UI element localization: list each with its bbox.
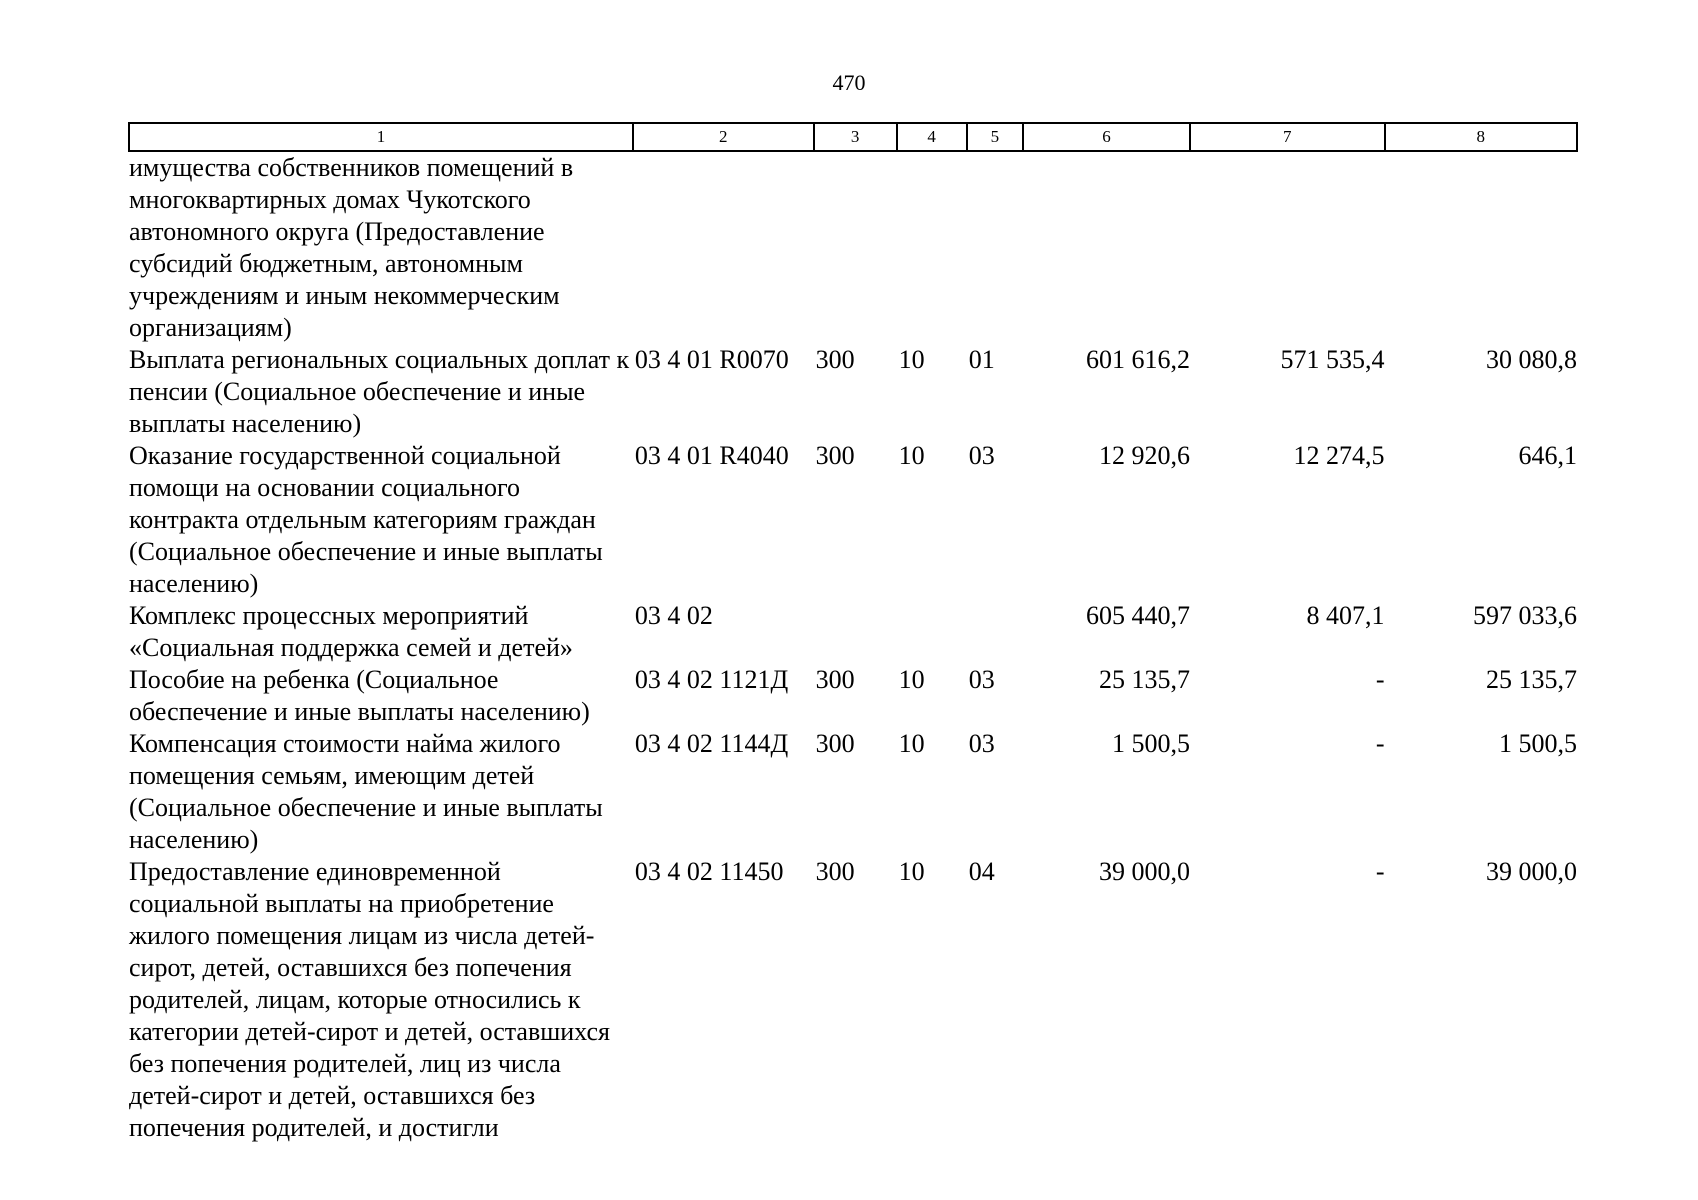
- column-number-1: 1: [129, 123, 633, 151]
- row-target-code: 03 4 01 R4040: [634, 441, 789, 470]
- column-number-7: 7: [1190, 123, 1385, 151]
- row-amount-col8: 597 033,6: [1473, 601, 1577, 630]
- row-amount-col7: 571 535,4: [1280, 345, 1385, 374]
- row-section: [897, 600, 967, 664]
- table-row: [129, 344, 1577, 440]
- row-amount-col7: 8 407,1: [1306, 601, 1385, 630]
- row-target-code: [633, 151, 814, 344]
- budget-table: [128, 122, 1578, 1144]
- row-section: 10: [898, 857, 925, 886]
- row-name: Пособие на ребенка (Социальное обеспечение и иные выплаты населению): [129, 665, 590, 726]
- row-name: Предоставление единовременной социальной выплаты на приобретение жилого помещения лицам из числа детей-сирот, детей, оставшихся без попечения родителей, лицам, которые относились к категории детей-сирот и детей, оставшихся без попечения родителей, лиц из числа детей-сирот и детей, оставшихся без попечения родителей, и достигли: [129, 857, 610, 1142]
- row-expense-type: [814, 600, 897, 664]
- row-target-code: 03 4 02 11450: [634, 857, 784, 886]
- row-amount-col8: [1385, 151, 1577, 344]
- table-row: [129, 856, 1577, 1144]
- row-section: 10: [898, 345, 925, 374]
- table-row: [129, 151, 1577, 344]
- row-total-amount: 12 920,6: [1098, 441, 1190, 470]
- row-expense-type: 300: [815, 729, 855, 758]
- row-amount-col8: 39 000,0: [1486, 857, 1577, 886]
- row-name: Комплекс процессных мероприятий «Социальная поддержка семей и детей»: [129, 601, 573, 662]
- row-expense-type: 300: [815, 857, 855, 886]
- row-total-amount: 25 135,7: [1098, 665, 1190, 694]
- row-target-code: 03 4 02: [634, 601, 713, 630]
- row-amount-col8: 1 500,5: [1499, 729, 1577, 758]
- column-number-3: 3: [814, 123, 897, 151]
- row-name: Компенсация стоимости найма жилого помещения семьям, имеющим детей (Социальное обеспечение и иные выплаты населению): [129, 729, 603, 854]
- row-name: имущества собственников помещений в многоквартирных домах Чукотского автономного округа (Предоставление субсидий бюджетным, автономным учреждениям и иным некоммерческим организациям): [129, 153, 574, 342]
- row-amount-col7: 12 274,5: [1293, 441, 1385, 470]
- row-amount-col7: [1190, 151, 1385, 344]
- column-number-6: 6: [1023, 123, 1190, 151]
- row-amount-col7: -: [1375, 729, 1385, 758]
- row-subsection: 03: [968, 665, 995, 694]
- row-section: 10: [898, 729, 925, 758]
- table-row: [129, 440, 1577, 600]
- table-row: [129, 600, 1577, 664]
- row-section: [897, 151, 967, 344]
- row-total-amount: [1023, 151, 1190, 344]
- column-number-2: 2: [633, 123, 814, 151]
- row-subsection: [967, 151, 1023, 344]
- row-subsection: 04: [968, 857, 995, 886]
- row-amount-col8: 25 135,7: [1486, 665, 1577, 694]
- page-number: 470: [832, 70, 866, 95]
- row-amount-col7: -: [1375, 857, 1385, 886]
- row-total-amount: 1 500,5: [1111, 729, 1190, 758]
- row-amount-col8: 646,1: [1518, 441, 1577, 470]
- row-target-code: 03 4 02 1121Д: [634, 665, 789, 694]
- row-target-code: 03 4 01 R0070: [634, 345, 789, 374]
- row-subsection: 03: [968, 441, 995, 470]
- row-subsection: 03: [968, 729, 995, 758]
- row-amount-col7: -: [1375, 665, 1385, 694]
- row-expense-type: 300: [815, 665, 855, 694]
- column-number-4: 4: [897, 123, 967, 151]
- row-target-code: 03 4 02 1144Д: [634, 729, 789, 758]
- row-total-amount: 605 440,7: [1085, 601, 1190, 630]
- row-expense-type: [814, 151, 897, 344]
- table-row: [129, 664, 1577, 728]
- column-number-header-row: [129, 123, 1577, 151]
- row-section: 10: [898, 665, 925, 694]
- row-name: Оказание государственной социальной помощи на основании социального контракта отдельным категориям граждан (Социальное обеспечение и иные выплаты населению): [129, 441, 603, 598]
- column-number-5: 5: [967, 123, 1023, 151]
- row-expense-type: 300: [815, 441, 855, 470]
- row-total-amount: 601 616,2: [1085, 345, 1190, 374]
- row-expense-type: 300: [815, 345, 855, 374]
- column-number-8: 8: [1385, 123, 1577, 151]
- row-section: 10: [898, 441, 925, 470]
- row-subsection: [967, 600, 1023, 664]
- row-amount-col8: 30 080,8: [1486, 345, 1577, 374]
- row-total-amount: 39 000,0: [1098, 857, 1190, 886]
- row-subsection: 01: [968, 345, 995, 374]
- table-row: [129, 728, 1577, 856]
- row-name: Выплата региональных социальных доплат к пенсии (Социальное обеспечение и иные выплаты населению): [129, 345, 630, 438]
